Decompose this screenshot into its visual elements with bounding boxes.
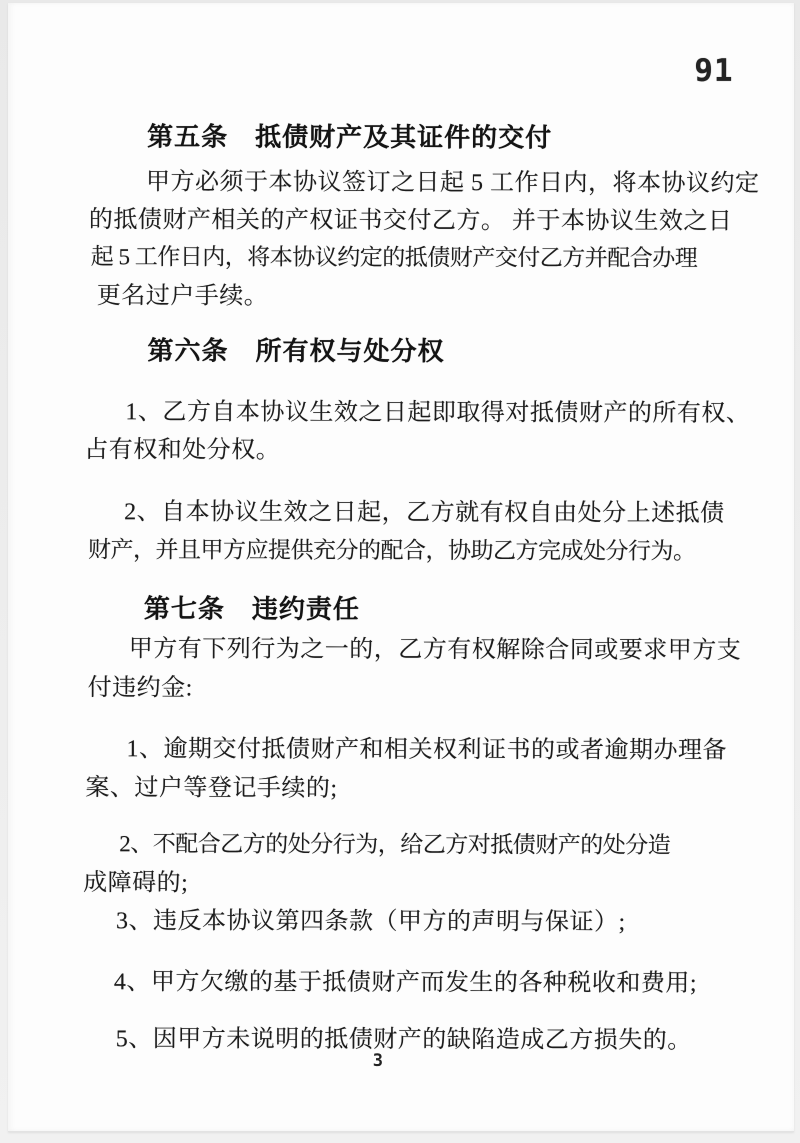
article-5-paragraph-line-2: 的抵债财产相关的产权证书交付乙方。 并于本协议生效之日 [88,207,733,235]
article-6-clause-1-line-2: 占有权和处分权。 [84,437,281,464]
article-7-clause-5: 5、因甲方未说明的抵债财产的缺陷造成乙方损失的。 [115,1026,692,1054]
article-7-clause-1-line-1: 1、逾期交付抵债财产和相关权利证书的或者逾期办理备 [126,736,728,764]
article-5-paragraph-line-3: 起 5 工作日内，将本协议约定的抵债财产交付乙方并配合办理 [90,244,698,271]
article-7-clause-3: 3、违反本协议第四条款（甲方的声明与保证）; [116,908,626,936]
article-6-clause-2-line-2: 财产，并且甲方应提供充分的配合，协助乙方完成处分行为。 [88,537,696,564]
page-content [7,2,796,1132]
article-6-heading: 第六条 所有权与处分权 [147,335,445,366]
article-6-clause-2-line-1: 2、自本协议生效之日起，乙方就有权自由处分上述抵债 [124,499,725,527]
article-7-intro-line-2: 付违约金: [87,675,193,702]
article-7-clause-4: 4、甲方欠缴的基于抵债财产而发生的各种税收和费用; [113,969,698,997]
article-5-paragraph-line-1: 甲方必须于本协议签订之日起 5 工作日内，将本协议约定 [145,169,760,197]
article-5-heading: 第五条 抵债财产及其证件的交付 [147,121,553,152]
article-7-clause-2-line-2: 成障碍的; [83,870,189,897]
article-5-paragraph-line-4: 更名过户手续。 [96,283,269,310]
article-7-clause-2-line-1: 2、不配合乙方的处分行为，给乙方对抵债财产的处分造 [119,831,671,858]
contract-page [8,3,794,1132]
footer-page-number: 3 [372,1050,383,1071]
article-7-intro-line-1: 甲方有下列行为之一的，乙方有权解除合同或要求甲方支 [128,636,742,664]
article-6-clause-1-line-1: 1、乙方自本协议生效之日起即取得对抵债财产的所有权、 [125,399,751,427]
article-7-heading: 第七条 违约责任 [143,593,360,624]
article-7-clause-1-line-2: 案、过户等登记手续的; [85,775,338,802]
page-number-stamp: 91 [694,52,734,89]
